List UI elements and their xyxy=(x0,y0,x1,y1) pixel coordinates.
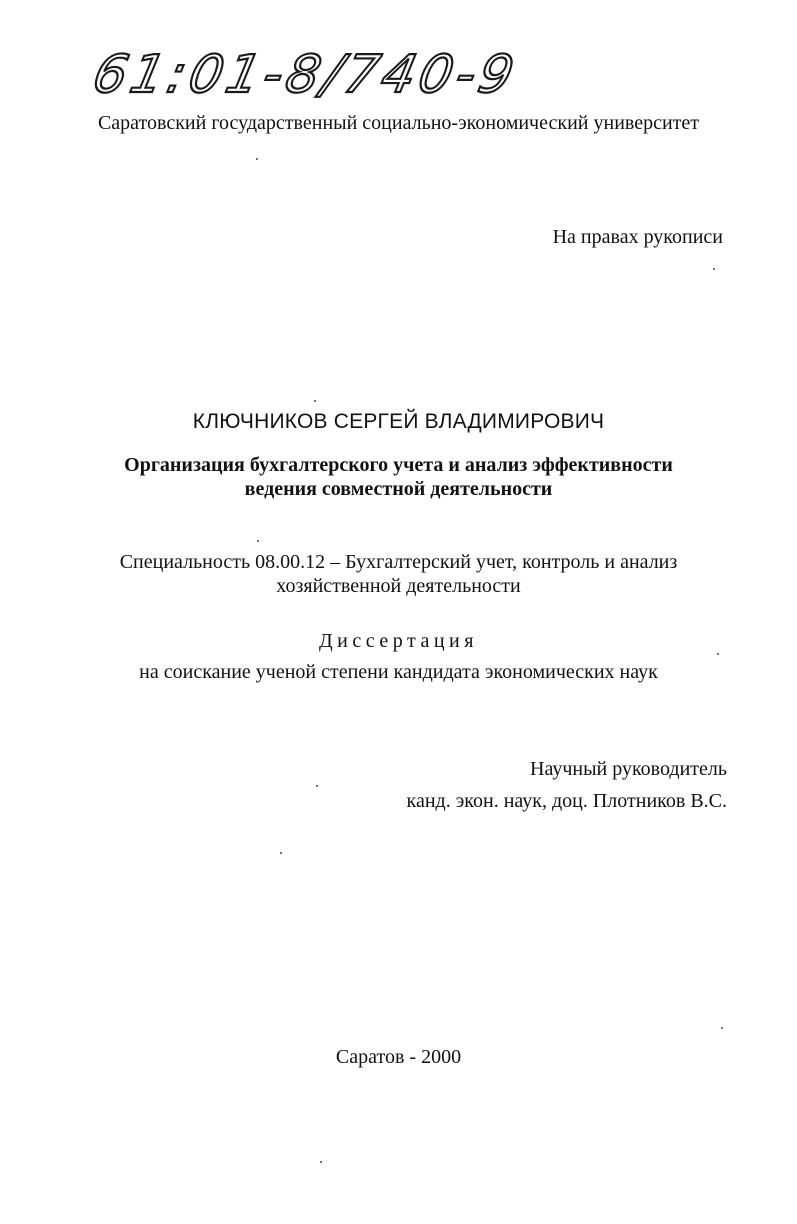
specialty-line-2: хозяйственной деятельности xyxy=(276,575,521,597)
scan-speck xyxy=(256,158,258,160)
document-type: Диссертация xyxy=(319,630,478,652)
scan-speck xyxy=(721,1027,723,1029)
scan-speck xyxy=(316,785,318,787)
handwritten-code-text: 61:01-8/740-9 xyxy=(87,44,523,105)
scan-speck xyxy=(314,400,316,402)
scan-speck xyxy=(280,852,282,854)
specialty-line-1: Специальность 08.00.12 – Бухгалтерский учет, контроль и анализ xyxy=(119,551,678,573)
advisor-label: Научный руководитель xyxy=(530,758,727,780)
handwritten-code-drawing xyxy=(87,38,523,110)
advisor-name: канд. экон. наук, доц. Плотников В.С. xyxy=(406,790,727,812)
dissertation-title-line-1: Организация бухгалтерского учета и анализ эффективности xyxy=(124,454,673,476)
scan-speck xyxy=(713,268,715,270)
author-name: КЛЮЧНИКОВ СЕРГЕЙ ВЛАДИМИРОВИЧ xyxy=(192,410,605,433)
scan-speck xyxy=(257,540,259,542)
manuscript-rights-note: На правах рукописи xyxy=(552,226,723,248)
scan-speck xyxy=(320,1161,322,1163)
degree-purpose: на соискание ученой степени кандидата экономических наук xyxy=(139,661,658,683)
scan-speck xyxy=(717,653,719,655)
dissertation-title-line-2: ведения совместной деятельности xyxy=(244,478,553,500)
city-and-year: Саратов - 2000 xyxy=(335,1046,462,1068)
handwritten-archive-code xyxy=(87,38,523,110)
university-name: Саратовский государственный социально-экономический университет xyxy=(97,112,700,134)
